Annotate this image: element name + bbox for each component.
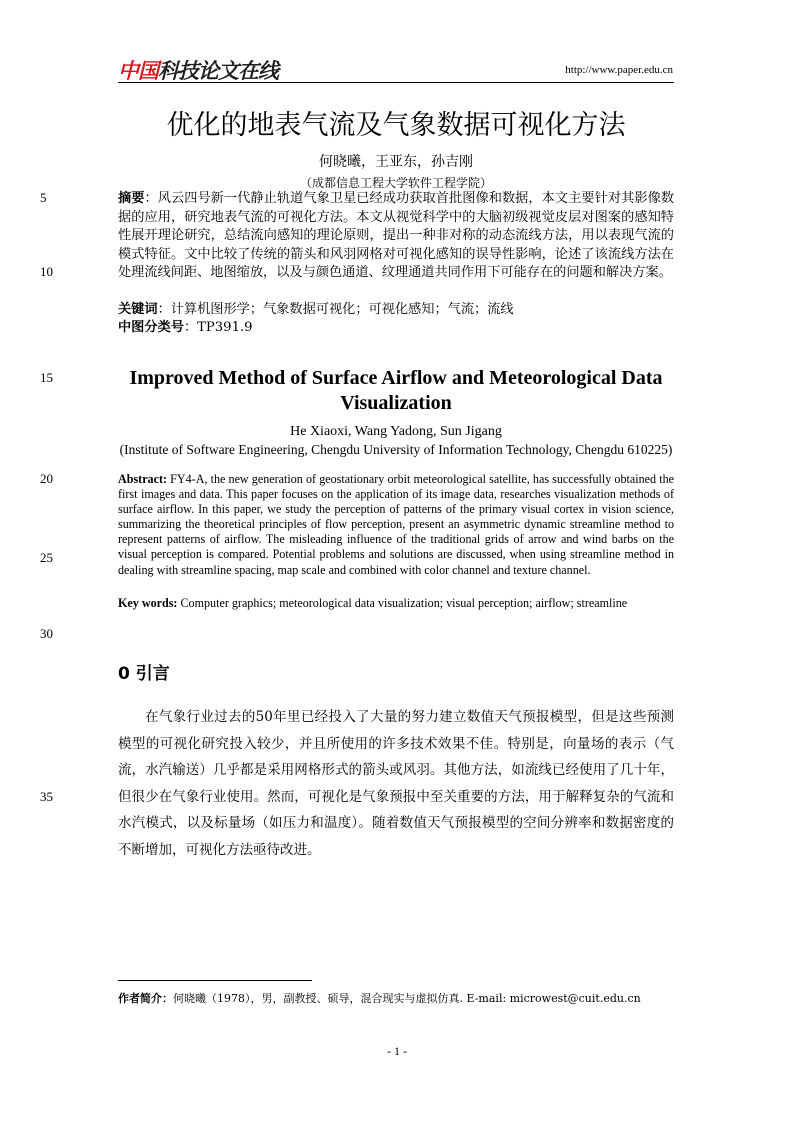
section-heading: 0 引言 (118, 664, 170, 684)
line-number: 30 (40, 626, 53, 641)
clc-number (118, 319, 674, 338)
logo-part-red: 中国 (118, 59, 158, 83)
paper-title-en: Improved Method of Surface Airflow and Meteorological Data Visualization (129, 367, 663, 414)
abstract-en-text: FY4-A, the new generation of geostationary orbit meteorological satellite, has successfully obtained the first images and data. This paper focuses on the application of its image data, researches visualization methods of surface airflow. In this paper, we study the perception of patterns of the primary visual cortex in vision science, summarizing the theoretical principles of flow perception, present an asymmetric dynamic streamline method to represent patterns of airflow. The misleading influence of the traditional grids of arrow and wind barbs on the visual perception is compared. Potential problems and solutions are discussed, when using streamline method in dealing with streamline spacing, map scale and combined with color channel and texture channel. (118, 472, 674, 577)
line-number: 25 (40, 550, 53, 565)
keywords-zh-label: 关键词 (118, 302, 158, 317)
abstract-zh-text: ：风云四号新一代静止轨道气象卫星已经成功获取首批图像和数据，本文主要针对其影像数据的应用，研究地表气流的可视化方法。本文从视觉科学中的大脑初级视觉皮层对图案的感知特性展开理论研究，总结流向感知的理论原则，提出一种非对称的动态流线方法，用以表现气流的模式特征。文中比较了传统的箭头和风羽网格对可视化感知的误导性影响，论述了该流线方法在处理流线间距、地图缩放，以及与颜色通道、纹理通道共同作用下可能存在的问题和解决方案。 (118, 191, 675, 281)
abstract-zh (118, 190, 674, 283)
keywords-zh (118, 301, 674, 320)
line-number: 20 (40, 471, 53, 486)
paper-title-zh: 优化的地表气流及气象数据可视化方法 (166, 110, 626, 141)
journal-logo (118, 58, 278, 84)
affiliation-zh: （成都信息工程大学软件工程学院） (299, 176, 492, 190)
keywords-en-label: Key words: (118, 596, 178, 610)
line-number: 35 (40, 789, 53, 804)
clc-label: 中图分类号 (118, 320, 184, 335)
abstract-zh-label: 摘要 (118, 191, 145, 206)
footnote-divider (118, 980, 312, 981)
footnote-label: 作者简介： (118, 992, 173, 1005)
line-number: 15 (40, 370, 53, 385)
section-paragraph: 在气象行业过去的50年里已经投入了大量的努力建立数值天气预报模型，但是这些预测模型的可视化研究投入较少，并且所使用的许多技术效果不佳。特别是，向量场的表示（气流，水汽输送）几乎都是采用网格形式的箭头或风羽。其他方法，如流线已经使用了几十年，但很少在气象行业使用。然而，可视化是气象预报中至关重要的方法，用于解释复杂的气流和水汽模式，以及标量场（如压力和温度）。随着数值天气预报模型的空间分辨率和数据密度的不断增加，可视化方法亟待改进。 (118, 709, 674, 858)
affiliation-en: (Institute of Software Engineering, Chengdu University of Information Technology, Chengdu 610225) (119, 442, 673, 457)
keywords-en-text: Computer graphics; meteorological data visualization; visual perception; airflow; streamline (177, 596, 628, 610)
keywords-zh-text: ：计算机图形学；气象数据可视化；可视化感知；气流；流线 (157, 302, 514, 317)
authors-zh: 何晓曦，王亚东，孙吉刚 (319, 154, 473, 170)
footnote-text: 何晓曦（1978），男，副教授、硕导，混合现实与虚拟仿真. E-mail: microwest@cuit.edu.cn (173, 992, 641, 1005)
abstract-en (118, 472, 674, 578)
keywords-en (118, 596, 674, 611)
header-url[interactable]: http://www.paper.edu.cn (565, 64, 673, 76)
header-divider (118, 82, 674, 83)
clc-text: ：TP391.9 (183, 320, 253, 335)
page-number: - 1 - (387, 1044, 407, 1058)
authors-en: He Xiaoxi, Wang Yadong, Sun Jigang (290, 424, 502, 439)
author-footnote (118, 991, 698, 1007)
line-number: 10 (40, 264, 53, 279)
abstract-en-label: Abstract: (118, 472, 168, 486)
logo-part-dark: 科技论文在线 (158, 59, 278, 83)
line-number: 5 (40, 190, 47, 205)
